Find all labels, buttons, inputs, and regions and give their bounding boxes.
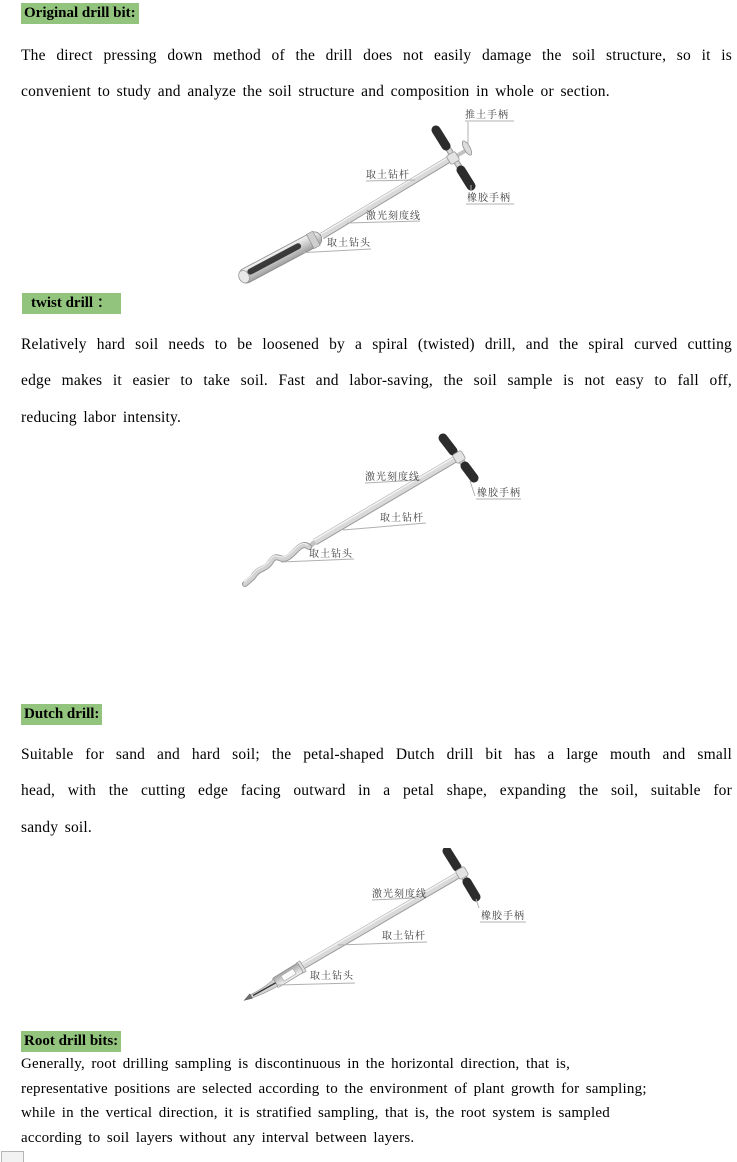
heading-original-drill-bit: Original drill bit: — [21, 3, 139, 24]
paragraph-line: while in the vertical direction, it is stratified sampling, that is, the root system is sampled — [21, 1105, 610, 1122]
label-drill-bit: 取土钻头 — [327, 238, 371, 249]
drill-bit — [244, 543, 309, 584]
paragraph-line: Generally, root drilling sampling is discontinuous in the horizontal direction, that is, — [21, 1056, 571, 1072]
label-laser-scale-line: 激光刻度线 — [366, 211, 421, 222]
t-handle — [447, 850, 477, 898]
paragraph-root-drill-bits — [21, 1052, 737, 1151]
paragraph-line: convenient to study and analyze the soil structure and composition in whole or section. — [21, 83, 610, 101]
label-drill-bit: 取土钻头 — [310, 971, 354, 982]
drill-shaft — [309, 455, 459, 547]
drill-bit — [236, 229, 325, 286]
label-soil-rod: 取土钻杆 — [382, 931, 426, 942]
paragraph-dutch-drill — [21, 737, 732, 846]
paragraph-line: edge makes it easier to take soil. Fast and labor-saving, the soil sample is not easy to fall off, — [21, 372, 732, 390]
figure-dutch-drill — [215, 848, 535, 1033]
paragraph-twist-drill — [21, 327, 732, 436]
label-rubber-handle: 橡胶手柄 — [467, 193, 511, 204]
label-rubber-handle: 橡胶手柄 — [477, 488, 521, 499]
label-soil-rod: 取土钻杆 — [380, 513, 424, 524]
drill-shaft — [321, 155, 453, 236]
paragraph-line: according to soil layers without any interval between layers. — [21, 1130, 415, 1147]
paragraph-line: representative positions are selected according to the environment of plant growth for sampling; — [21, 1080, 647, 1097]
drill-bit — [242, 961, 306, 1007]
paragraph-line: sandy soil. — [21, 818, 93, 836]
label-laser-scale-line: 激光刻度线 — [372, 889, 427, 900]
label-laser-scale-line: 激光刻度线 — [365, 472, 420, 483]
t-handle — [436, 129, 472, 187]
label-rubber-handle: 橡胶手柄 — [481, 911, 525, 922]
figure-original-drill-bit — [230, 105, 530, 295]
paragraph-line: reducing labor intensity. — [21, 408, 182, 426]
t-handle — [443, 437, 475, 479]
corner-box-artifact — [1, 1151, 24, 1162]
label-soil-rod: 取土钻杆 — [366, 170, 410, 181]
label-push-handle: 推土手柄 — [465, 110, 509, 121]
paragraph-line: Relatively hard soil needs to be loosened by a spiral (twisted) drill, and the spiral curved cutting — [21, 336, 732, 353]
heading-root-drill-bits: Root drill bits: — [21, 1031, 121, 1052]
label-drill-bit: 取土钻头 — [309, 549, 353, 560]
heading-twist-drill: twist drill ： — [22, 293, 121, 314]
paragraph-line: Suitable for sand and hard soil; the petal-shaped Dutch drill bit has a large mouth and small — [21, 746, 732, 763]
paragraph-line: head, with the cutting edge facing outward in a petal shape, expanding the soil, suitable for — [21, 782, 732, 800]
figure-twist-drill — [225, 430, 525, 600]
drill-shaft — [302, 871, 462, 966]
heading-dutch-drill: Dutch drill: — [21, 704, 102, 725]
paragraph-line: The direct pressing down method of the drill does not easily damage the soil structure, so it is — [21, 47, 732, 64]
paragraph-original-drill-bit — [21, 38, 732, 111]
